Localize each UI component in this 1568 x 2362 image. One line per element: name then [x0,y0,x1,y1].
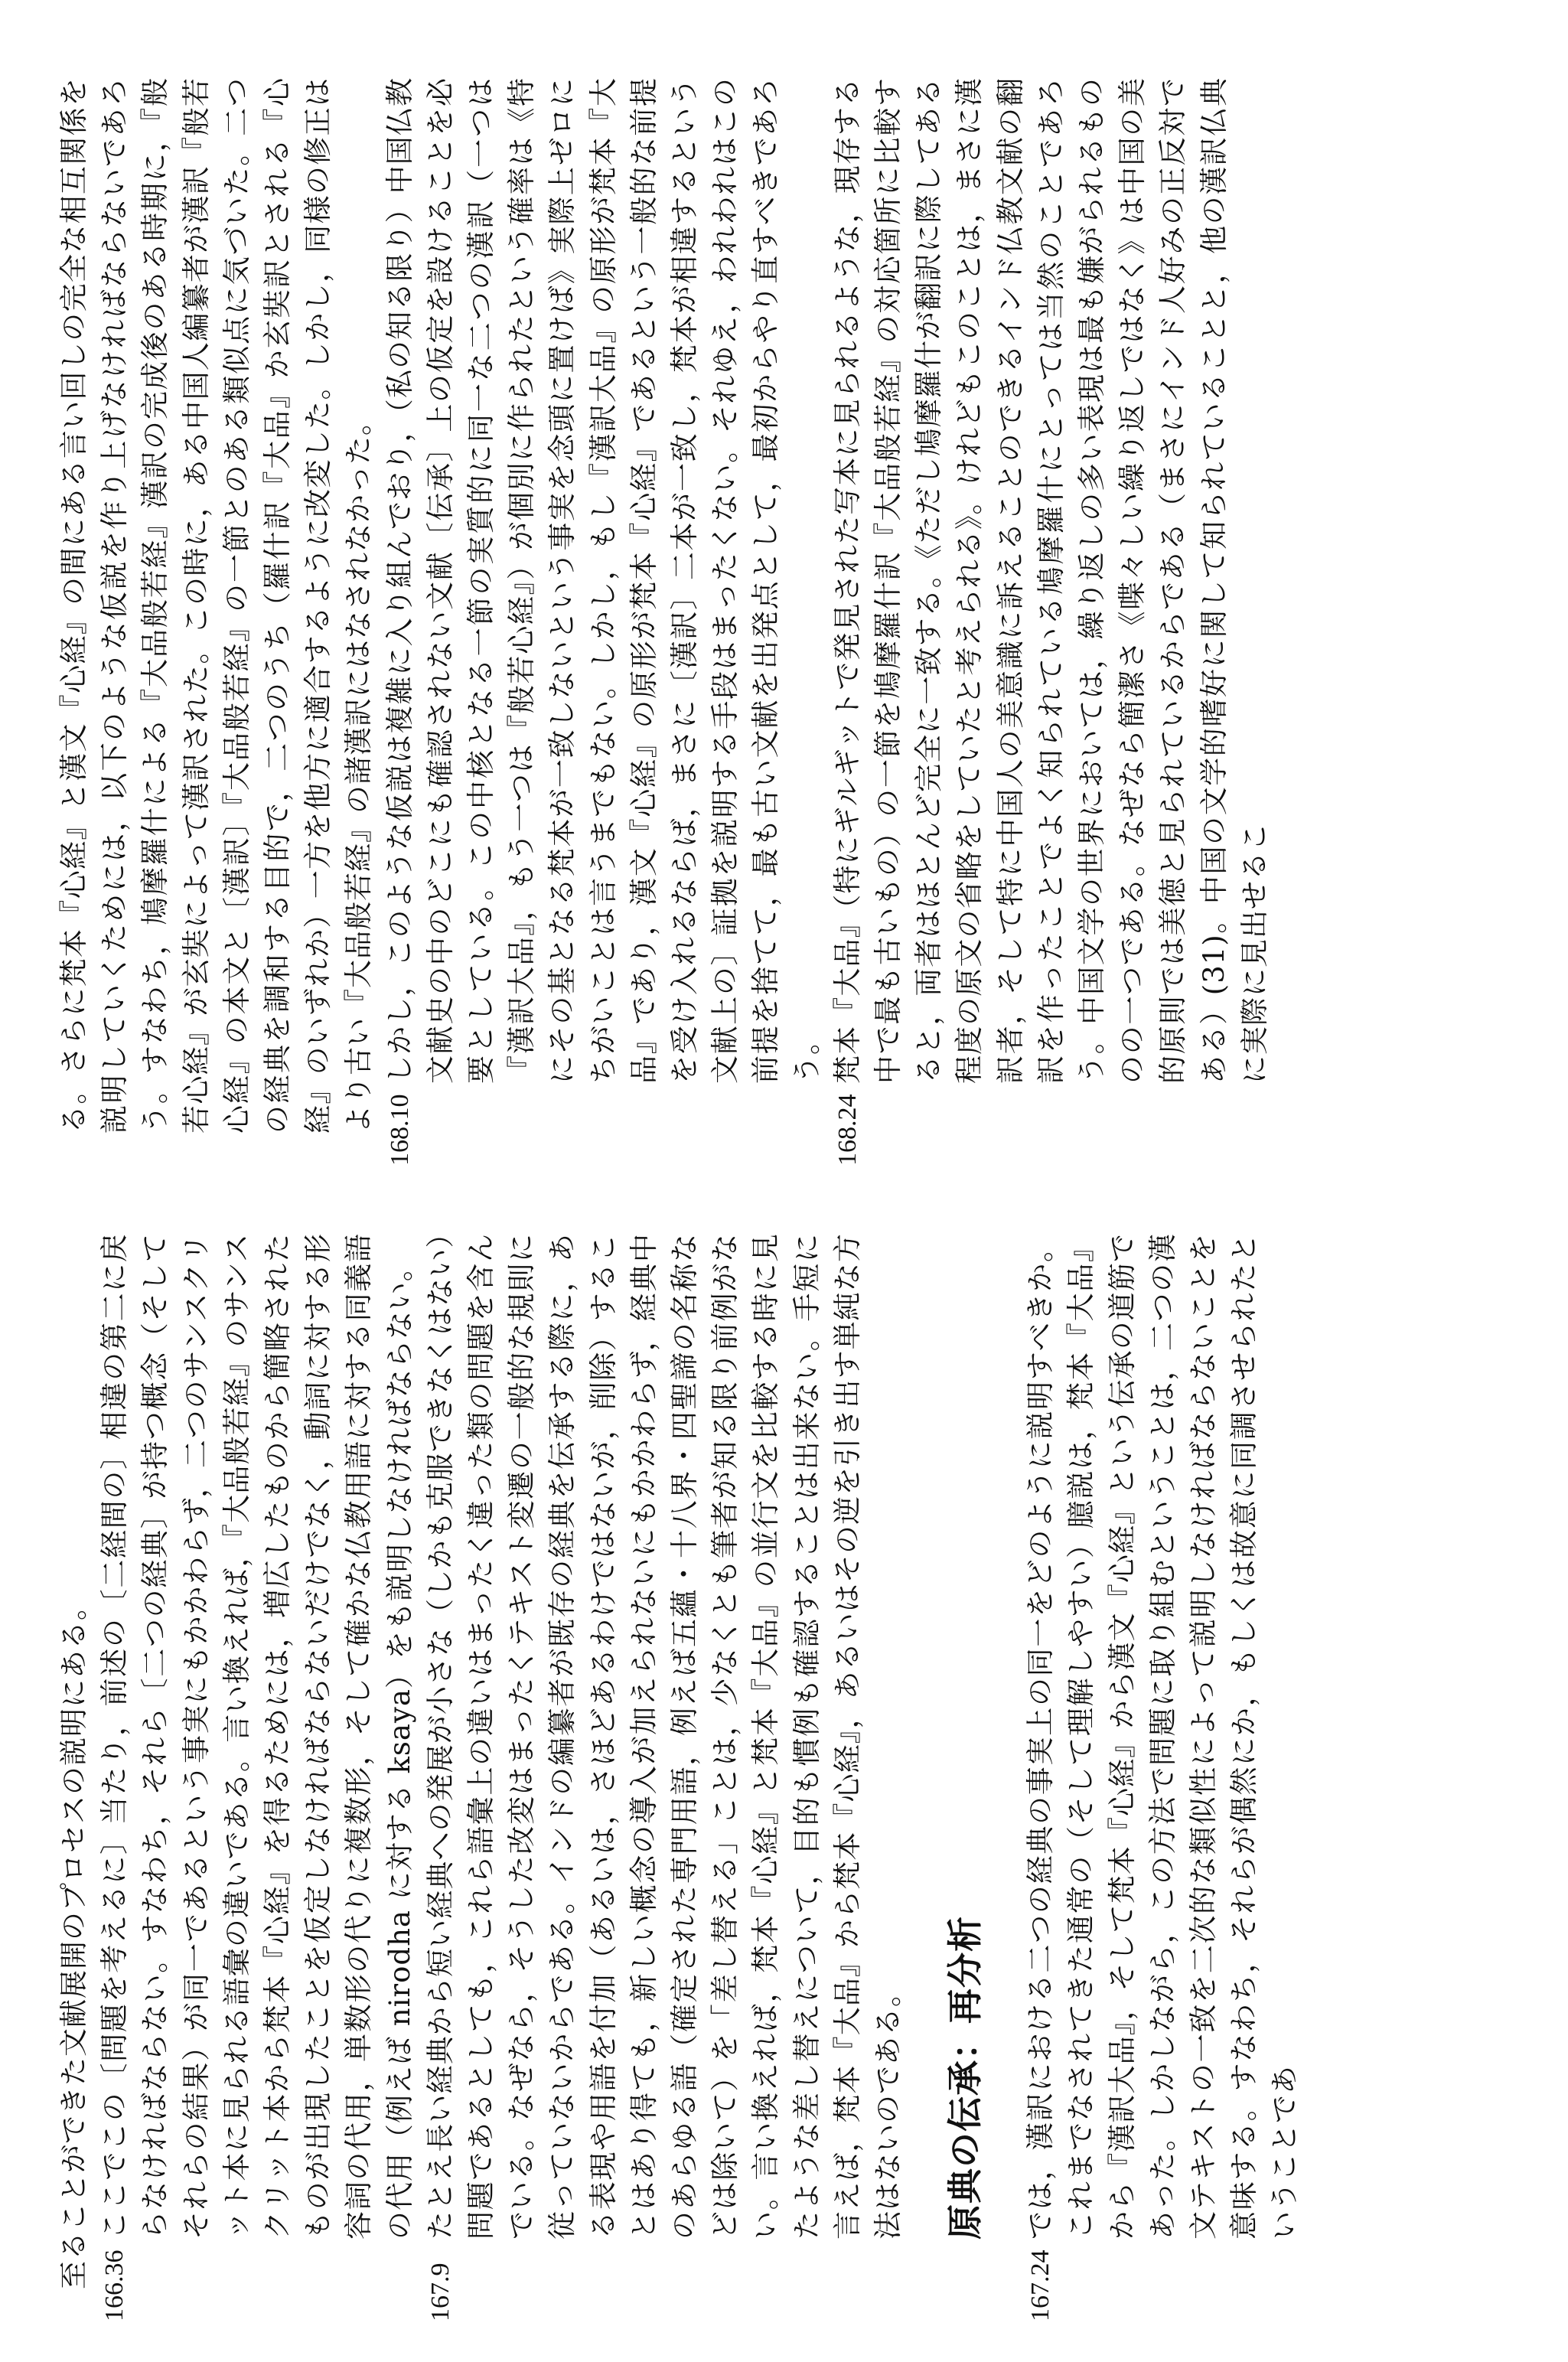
paragraph-text: ここでこの〔問題を考えるに〕当たり，前述の〔二経間の〕相違の第二に戻らなければならない。すなわち，それら〔二つの経典〕が持つ概念（そしてそれらの結果）が同一であるという事実にもかかわらず，二つのサンスクリット本に見られる語彙の違いである。言い換えれば，『大品般若経』のサンスクリット本から梵本『心経』を得るためには，増広したものから簡略されたものが出現したことを仮定しなければならないだけでなく，動詞に対する形容詞の代用，単数形の代りに複数形，そして確かな仏教用語に対する同義語の代用（例えば nirodha に対する ksaya）をも説明しなければならない。 [98,1233,416,2240]
paragraph-text: 梵本『大品』（特にギルギットで発見された写本に見られるような，現存する中で最も古いもの）の一節を鳩摩羅什訳『大品般若経』の対応箇所に比較すると，両者はほとんど完全に一致する。《ただし鳩摩羅什が翻訳に際してある程度の原文の省略をしていたと考えられる》。けれどもこのことは，まさに漢訳者，そして特に中国人の美意識に訴えることのできるインド仏教文献の翻訳を作ったことでよく知られている鳩摩羅什にとっては当然のことであろう。中国文学の世界においては，繰り返しの多い表現は最も嫌がられるもののの一つである。なぜなら簡潔さ《喋々しい繰り返しではなく》は中国の美的原則では美徳と見られているからである（まさにインド人好みの正反対である）(31)。中国の文学的嗜好に関して知られていることと，他の漢訳仏典に実際に見出せるこ [830,77,1271,1084]
paragraph-text: では，漢訳における二つの経典の事実上の同一をどのように説明すべきか。これまでなされてきた通常の（そして理解しやすい）臆説は，梵本『大品』から『漢訳大品』，そして梵本『心経』から漢文『心経』という伝承の道筋であった。しかしながら，この方法で問題に取り組むということは，二つの漢文テキストの一致を二次的な類似性によって説明しなければならないことを意味する。すなわち，それらが偶然にか，もしくは故意に同調させられたということであ [1024,1233,1302,2240]
paragraph-number: 168.10 [385,1094,414,1166]
continuation-text: る。さらに梵本『心経』と漢文『心経』の間にある言い回しの完全な相互関係を説明していくためには，以下のような仮説を作り上げなければならないであろう。すなわち，鳩摩羅什による『大品般若経』漢訳の完成後のある時期に，『般若心経』が玄奘によって漢訳された。この時に，ある中国人編纂者が漢訳『般若心経』の本文と〔漢訳〕『大品般若経』の一節とのある類似点に気づいた。二つの経典を調和する目的で，二つのうち（羅什訳『大品』か玄奘訳とされる『心経』のいずれか）一方を他方に適合するように改変した。しかし，同様の修正はより古い『大品般若経』の諸漢訳にはなされなかった。 [57,77,376,1134]
paragraph-number: 167.9 [425,2262,455,2321]
paragraph-number: 168.24 [833,1094,862,1166]
paragraph [94,1233,420,2321]
continuation-text: 至ることができた文献展開のプロセスの説明にある。 [57,1591,90,2289]
left-column [54,1233,1306,2321]
paragraph-text: たとえ長い経典から短い経典への発展が小さな（しかも克服できなくはない）問題であるとしても，これら語彙上の違いはまったく違った類の問題を含んでいる。なぜなら，そうした改変はまったくテキスト変遷の一般的な規則に従っていないからである。インドの編纂者が既存の経典を伝承する際に，ある表現や用語を付加（あるいは，さほどあるわけではないが，削除）することはあり得ても，新しい概念の導入が加えられないにもかかわらず，経典中のあらゆる語（確定された専門用語，例えば五蘊・十八界・四聖諦の名称などは除いて）を「差し替える」ことは，少なくとも筆者が知る限り前例がない。言い換えれば，梵本『心経』と梵本『大品』の並行文を比較する時に見たような差し替えについて，目的も慣例も確認することは出来ない。手短に言えば，梵本『大品』から梵本『心経』，あるいはその逆を引き出す単純な方法はないのである。 [423,1233,905,2240]
paragraph [827,77,1275,1166]
paragraph-number: 167.24 [1026,2249,1055,2321]
paragraph [380,77,827,1166]
right-column [54,77,1275,1166]
paragraph-number: 166.36 [100,2249,129,2321]
section-heading: 原典の伝承：再分析 [944,1916,986,2240]
paragraph [420,1233,908,2321]
paragraph-text: しかし，このような仮説は複雑に入り組んでおり，（私の知る限り）中国仏教文献史の中のどこにも確認されない文献〔伝承〕上の仮定を設けることを必要としている。この中核となる一節の実質的に同一な二つの漢訳（一つは『漢訳大品』，もう一つは『般若心経』）が個別に作られたという確率は《特にその基となる梵本が一致しないという事実を念頭に置けば》実際上ゼロにちがいことは言うまでもない。しかし，もし『漢訳大品』の原形が梵本『大品』であり，漢文『心経』の原形が梵本『心経』であるという一般的な前提を受け入れるならば，まさに〔漢訳〕二本が一致し，梵本が相違するという文献上の〕証拠を説明する手段はまったくない。それゆえ，われわれはこの前提を捨てて，最も古い文献を出発点として，最初からやり直すべきであろう。 [383,77,823,1084]
paragraph [1020,1233,1305,2321]
